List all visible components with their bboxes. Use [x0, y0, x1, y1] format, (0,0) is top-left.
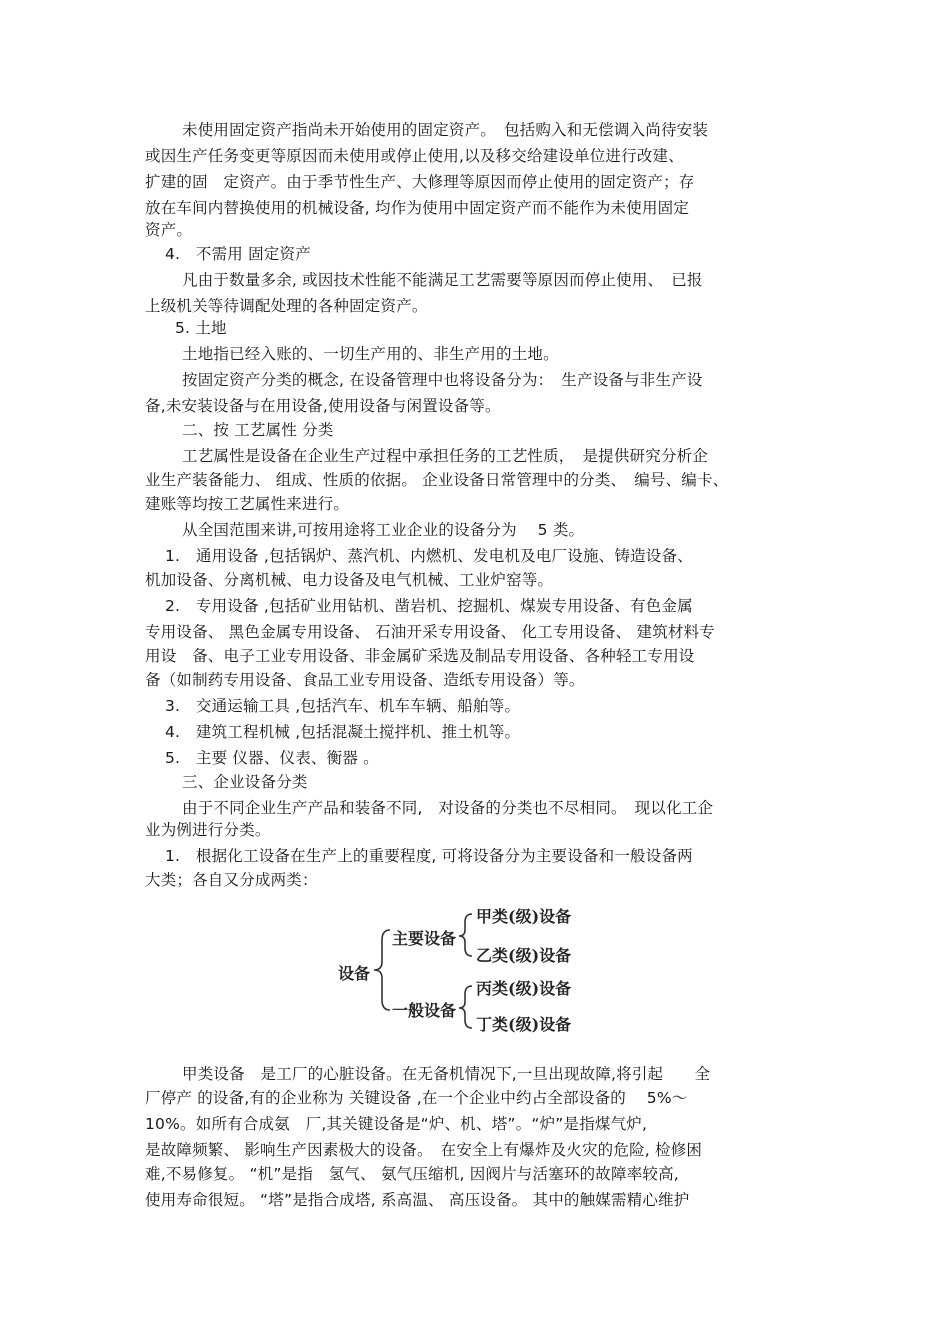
diagram-main-label: 主要设备	[392, 929, 457, 948]
paragraph-line: 使用寿命很短。 “塔”是指合成塔, 系高温、 高压设备。 其中的触媒需精心维护	[145, 1191, 690, 1209]
paragraph-line: 未使用固定资产指尚未开始使用的固定资产。 包括购入和无偿调入尚待安装	[182, 121, 709, 139]
paragraph-line: 10%。如所有合成氨 厂,其关键设备是“炉、机、塔”。“炉”是指煤气炉,	[145, 1115, 648, 1133]
diagram-class-b-label: 乙类(级)设备	[476, 946, 572, 965]
paragraph-line: 从全国范围来讲,可按用途将工业企业的设备分为 5 类。	[182, 521, 585, 539]
paragraph-line: 上级机关等待调配处理的各种固定资产。	[145, 297, 428, 315]
list-item: 1. 通用设备 ,包括锅炉、蒸汽机、内燃机、发电机及电厂设施、铸造设备、	[165, 547, 693, 565]
list-item-continued: 备（如制药专用设备、食品工业专用设备、造纸专用设备）等。	[145, 671, 585, 689]
section-heading: 4. 不需用 固定资产	[165, 245, 311, 263]
paragraph-line: 土地指已经入账的、一切生产用的、非生产用的土地。	[182, 345, 559, 363]
paragraph-line: 是故障频繁、 影响生产因素极大的设备。 在安全上有爆炸及火灾的危险, 检修困	[145, 1141, 703, 1159]
paragraph-line: 难,不易修复。 “机”是指 氢气、 氨气压缩机, 因阀片与活塞环的故障率较高,	[145, 1165, 679, 1183]
paragraph-line: 备,未安装设备与在用设备,使用设备与闲置设备等。	[145, 397, 501, 415]
equipment-classification-diagram	[330, 900, 610, 1040]
root-brace	[374, 930, 390, 1010]
diagram-class-c-label: 丙类(级)设备	[476, 979, 572, 998]
main-brace	[459, 914, 472, 956]
paragraph-line: 扩建的固 定资产。由于季节性生产、大修理等原因而停止使用的固定资产；存	[145, 173, 695, 191]
paragraph-line: 业生产装备能力、 组成、性质的依据。 企业设备日常管理中的分类、 编号、编卡、	[145, 471, 729, 489]
diagram-class-d-label: 丁类(级)设备	[476, 1015, 572, 1034]
diagram-root-label: 设备	[338, 964, 371, 983]
list-item: 1. 根据化工设备在生产上的重要程度, 可将设备分为主要设备和一般设备两	[165, 847, 693, 865]
paragraph-line: 或因生产任务变更等原因而未使用或停止使用,以及移交给建设单位进行改建、	[145, 147, 684, 165]
paragraph-line: 资产。	[145, 221, 193, 239]
paragraph-line: 凡由于数量多余, 或因技术性能不能满足工艺需要等原因而停止使用、 已报	[182, 271, 703, 289]
section-heading: 5. 土地	[175, 319, 227, 337]
paragraph-line: 由于不同企业生产产品和装备不同, 对设备的分类也不尽相同。 现以化工企	[182, 799, 714, 817]
list-item-continued: 机加设备、分离机械、电力设备及电气机械、工业炉窑等。	[145, 571, 554, 589]
paragraph-line: 按固定资产分类的概念, 在设备管理中也将设备分为： 生产设备与非生产设	[182, 371, 703, 389]
section-heading: 二、按 工艺属性 分类	[182, 421, 334, 439]
paragraph-line: 工艺属性是设备在企业生产过程中承担任务的工艺性质， 是提供研究分析企	[182, 447, 709, 465]
paragraph-line: 厂停产 的设备,有的企业称为 关键设备 ,在一个企业中约占全部设备的 5%～	[145, 1089, 688, 1107]
list-item-continued: 大类；各自又分成两类：	[145, 871, 318, 889]
paragraph-line: 业为例进行分类。	[145, 821, 271, 839]
list-item-continued: 用设 备、电子工业专用设备、非金属矿采选及制品专用设备、各种轻工专用设	[145, 647, 695, 665]
diagram-general-label: 一般设备	[392, 1001, 457, 1020]
list-item: 4. 建筑工程机械 ,包括混凝土搅拌机、推土机等。	[165, 723, 521, 741]
diagram-class-a-label: 甲类(级)设备	[476, 907, 572, 926]
list-item: 2. 专用设备 ,包括矿业用钻机、凿岩机、挖掘机、煤炭专用设备、有色金属	[165, 597, 693, 615]
list-item: 5. 主要 仪器、仪表、衡器 。	[165, 749, 379, 767]
paragraph-line: 甲类设备 是工厂的心脏设备。在无备机情况下,一旦出现故障,将引起 全	[182, 1065, 711, 1083]
list-item: 3. 交通运输工具 ,包括汽车、机车车辆、船舶等。	[165, 697, 521, 715]
paragraph-line: 建账等均按工艺属性来进行。	[145, 495, 350, 513]
list-item-continued: 专用设备、 黑色金属专用设备、 石油开采专用设备、 化工专用设备、 建筑材料专	[145, 623, 716, 641]
section-heading: 三、企业设备分类	[182, 773, 308, 791]
general-brace	[459, 986, 472, 1028]
paragraph-line: 放在车间内替换使用的机械设备, 均作为使用中固定资产而不能作为未使用固定	[145, 199, 690, 217]
